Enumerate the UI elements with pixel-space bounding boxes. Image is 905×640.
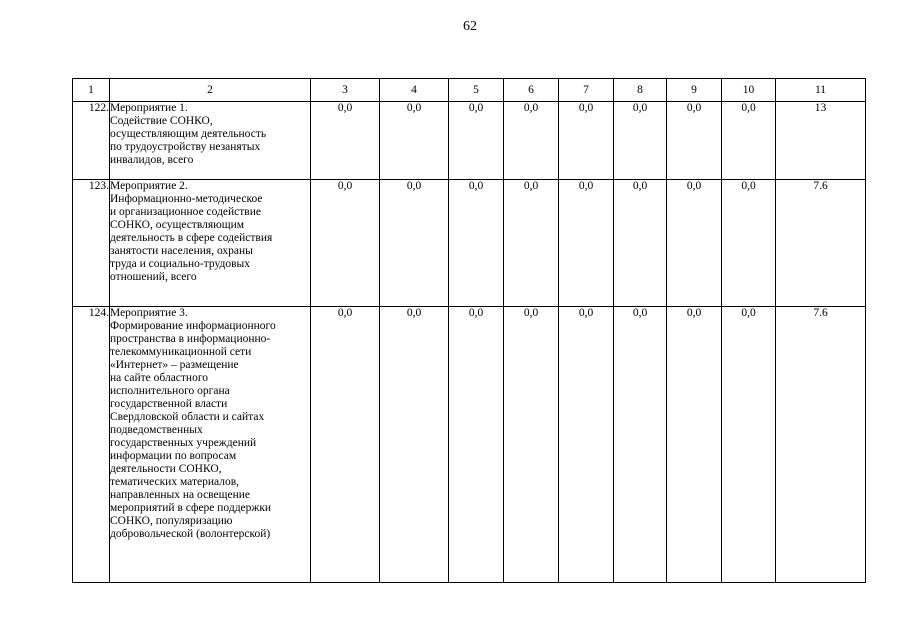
description-line: СОНКО, осуществляющим: [110, 219, 245, 231]
value-cell: 0,0: [449, 102, 504, 180]
col-header-1: 1: [73, 79, 110, 102]
description-line: Мероприятие 3.: [110, 307, 188, 319]
value-cell: 0,0: [449, 180, 504, 307]
table-row: [73, 180, 866, 307]
value-cell: 0,0: [380, 307, 449, 583]
description-line: деятельность в сфере содействия: [110, 232, 273, 244]
row-description: [110, 307, 311, 583]
description-line: Информационно-методическое: [110, 193, 263, 205]
description-line: Мероприятие 2.: [110, 180, 188, 192]
col-header-11: 11: [776, 79, 866, 102]
description-line: телекоммуникационной сети: [110, 346, 252, 358]
value-cell: 0,0: [449, 307, 504, 583]
row-number: 122.: [73, 102, 110, 180]
description-line: государственной власти: [110, 398, 228, 410]
value-cell: 0,0: [559, 102, 614, 180]
value-cell: 0,0: [559, 307, 614, 583]
description-line: Содействие СОНКО,: [110, 115, 213, 127]
description-line: государственных учреждений: [110, 437, 257, 449]
table-row: [73, 307, 866, 583]
description-line: на сайте областного: [110, 372, 209, 384]
table-row: [73, 102, 866, 180]
row-description: [110, 180, 311, 307]
description-line: тематических материалов,: [110, 476, 239, 488]
description-line: осуществляющим деятельность: [110, 128, 267, 140]
description-line: инвалидов, всего: [110, 154, 194, 166]
description-line: по трудоустройству незанятых: [110, 141, 261, 153]
reference-cell: 13: [776, 102, 866, 180]
value-cell: 0,0: [722, 307, 776, 583]
value-cell: 0,0: [559, 180, 614, 307]
value-cell: 0,0: [614, 180, 667, 307]
description-line: пространства в информационно-: [110, 333, 271, 345]
value-cell: 0,0: [311, 180, 380, 307]
description-line: Мероприятие 1.: [110, 102, 188, 114]
description-line: отношений, всего: [110, 271, 197, 283]
value-cell: 0,0: [667, 102, 722, 180]
value-cell: 0,0: [311, 307, 380, 583]
header-row: [73, 79, 866, 102]
col-header-8: 8: [614, 79, 667, 102]
value-cell: 0,0: [722, 180, 776, 307]
reference-cell: 7.6: [776, 307, 866, 583]
page-number: 62: [463, 19, 477, 34]
row-number: 123.: [73, 180, 110, 307]
col-header-9: 9: [667, 79, 722, 102]
description-line: и организационное содействие: [110, 206, 261, 218]
description-line: занятости населения, охраны: [110, 245, 253, 257]
value-cell: 0,0: [504, 180, 559, 307]
value-cell: 0,0: [504, 307, 559, 583]
description-line: исполнительного органа: [110, 385, 230, 397]
col-header-10: 10: [722, 79, 776, 102]
row-number: 124.: [73, 307, 110, 583]
col-header-3: 3: [311, 79, 380, 102]
value-cell: 0,0: [504, 102, 559, 180]
description-line: Свердловской области и сайтах: [110, 411, 265, 423]
col-header-5: 5: [449, 79, 504, 102]
value-cell: 0,0: [614, 307, 667, 583]
description-line: деятельности СОНКО,: [110, 463, 222, 475]
col-header-6: 6: [504, 79, 559, 102]
value-cell: 0,0: [614, 102, 667, 180]
description-line: информации по вопросам: [110, 450, 237, 462]
value-cell: 0,0: [380, 180, 449, 307]
description-line: добровольческой (волонтерской): [110, 528, 271, 540]
col-header-2: 2: [110, 79, 311, 102]
col-header-4: 4: [380, 79, 449, 102]
value-cell: 0,0: [667, 180, 722, 307]
description-line: Формирование информационного: [110, 320, 276, 332]
col-header-7: 7: [559, 79, 614, 102]
description-line: СОНКО, популяризацию: [110, 515, 233, 527]
description-line: труда и социально-трудовых: [110, 258, 251, 270]
description-line: мероприятий в сфере поддержки: [110, 502, 272, 514]
value-cell: 0,0: [380, 102, 449, 180]
value-cell: 0,0: [722, 102, 776, 180]
description-line: направленных на освещение: [110, 489, 251, 501]
value-cell: 0,0: [667, 307, 722, 583]
description-line: подведомственных: [110, 424, 203, 436]
description-line: «Интернет» – размещение: [110, 359, 239, 371]
program-table: [72, 78, 866, 583]
row-description: [110, 102, 311, 180]
value-cell: 0,0: [311, 102, 380, 180]
reference-cell: 7.6: [776, 180, 866, 307]
